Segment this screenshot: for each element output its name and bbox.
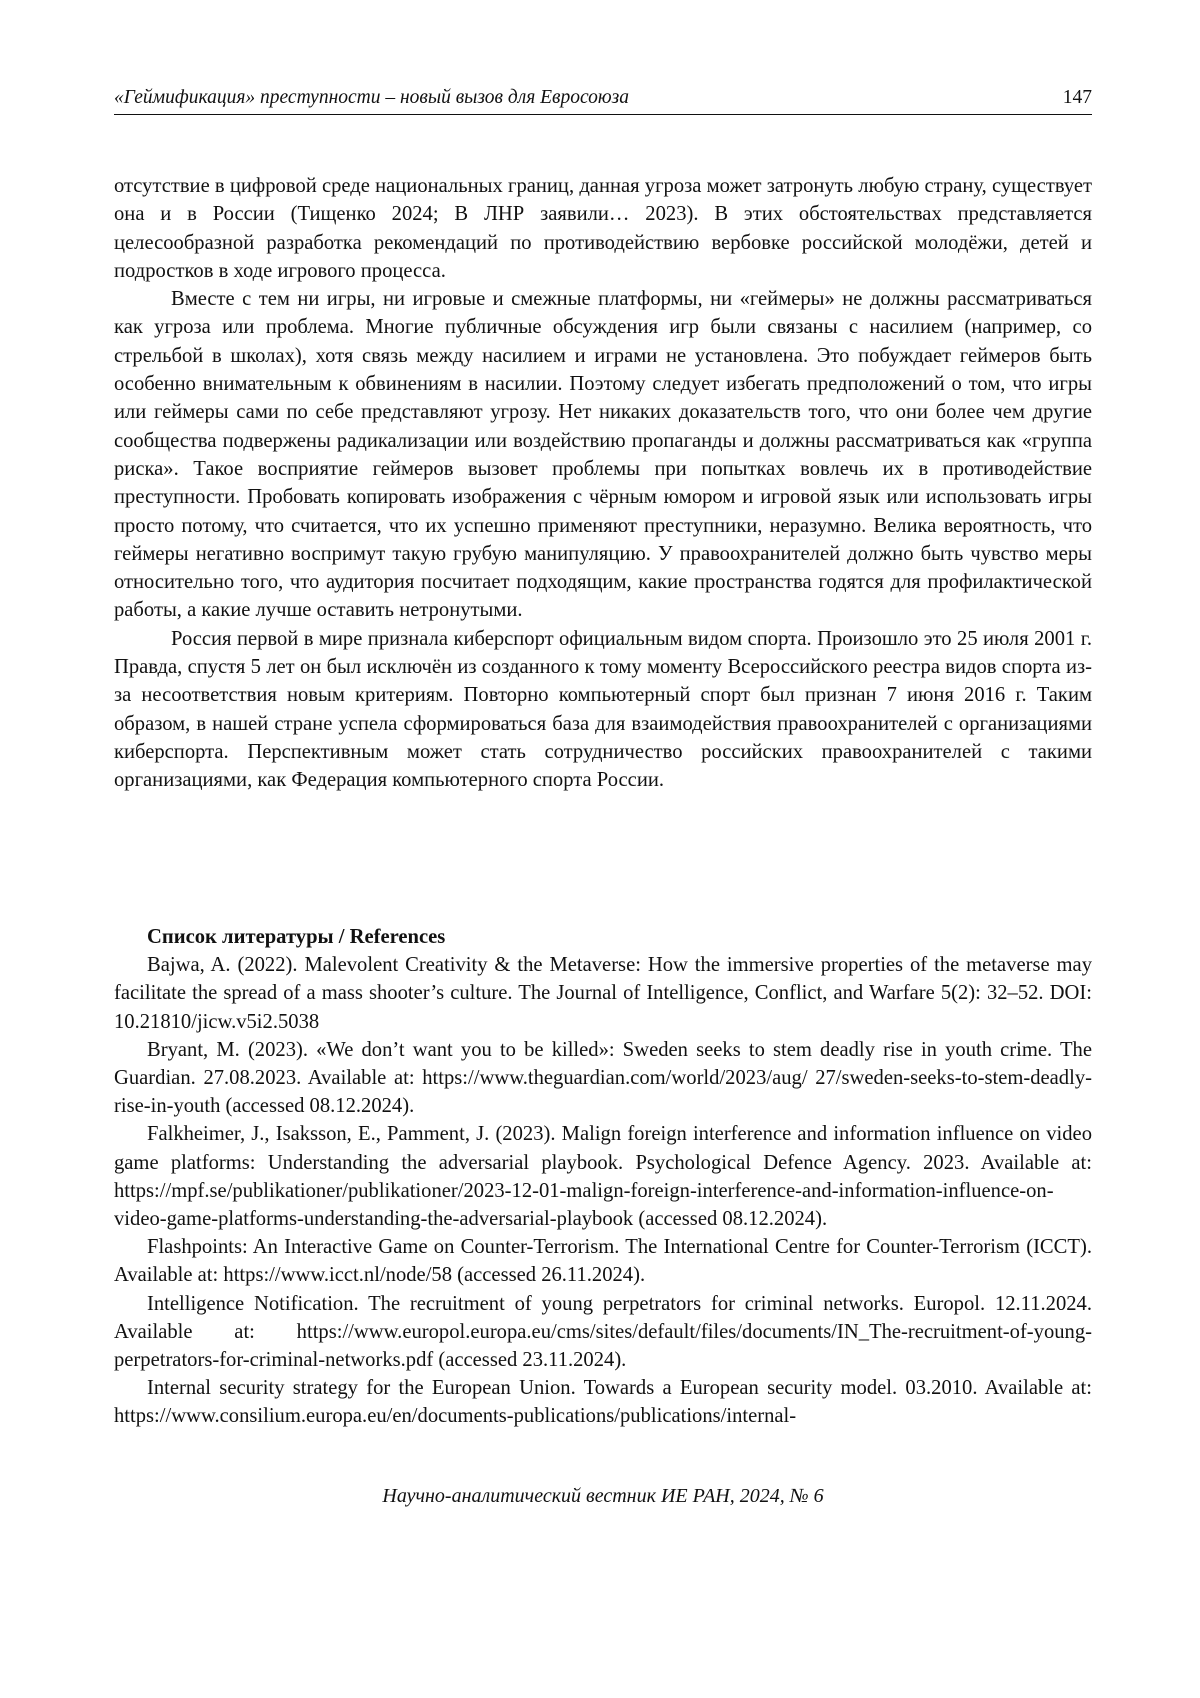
references-section	[114, 923, 1092, 1431]
references-heading: Список литературы / References	[147, 926, 446, 948]
body-paragraph: отсутствие в цифровой среде национальных границ, данная угроза может затронуть любую страну, существует она и в России (Тищенко 2024; В ЛНР заявили… 2023). В этих обстоятельствах представляется целесообразной разработка рекомендаций по противодействию вербовке российской молодёжи, детей и подростков в ходе игрового процесса.	[114, 175, 1092, 282]
article-body	[114, 172, 1092, 795]
reference-item: Intelligence Notification. The recruitment of young perpetrators for criminal networks. Europol. 12.11.2024. Available at: https://www.europol.europa.eu/cms/sites/default/files/documents/IN_The-recruitment-of-young-perpetrators-for-criminal-networks.pdf (accessed 23.11.2024).	[114, 1292, 1092, 1372]
body-paragraph: Россия первой в мире признала киберспорт официальным видом спорта. Произошло это 25 июля 2001 г. Правда, спустя 5 лет он был исключён из созданного к тому моменту Всероссийского реестра видов спорта из-за несоответствия новым критериям. Повторно компьютерный спорт был признан 7 июня 2016 г. Таким образом, в нашей стране успела сформироваться база для взаимодействия правоохранителей с организациями киберспорта. Перспективным может стать сотрудничество российских правоохранителей с такими организациями, как Федерация компьютерного спорта России.	[114, 627, 1092, 792]
running-header	[114, 84, 1092, 115]
page-number: 147	[1062, 87, 1092, 108]
running-title: «Геймификация» преступности – новый вызов для Евросоюза	[114, 87, 630, 108]
reference-item: Bajwa, A. (2022). Malevolent Creativity & the Metaverse: How the immersive properties of the metaverse may facilitate the spread of a mass shooter’s culture. The Journal of Intelligence, Conflict, and Warfare 5(2): 32–52. DOI: 10.21810/jicw.v5i2.5038	[114, 954, 1092, 1033]
running-footer: Научно-аналитический вестник ИЕ РАН, 2024, № 6	[382, 1485, 824, 1507]
reference-item: Bryant, M. (2023). «We don’t want you to be killed»: Sweden seeks to stem deadly rise in youth crime. The Guardian. 27.08.2023. Available at: https://www.theguardian.com/world/2023/aug/ 27/sweden-seeks-to-stem-deadly-rise-in-youth (accessed 08.12.2024).	[114, 1038, 1092, 1118]
reference-item: Falkheimer, J., Isaksson, E., Pamment, J. (2023). Malign foreign interference and information influence on video game platforms: Understanding the adversarial playbook. Psychological Defence Agency. 2023. Available at: https://mpf.se/publikationer/publikationer/2023-12-01-malign-foreign-interference-and-information-influence-on-video-game-platforms-understanding-the-adversarial-playbook (accessed 08.12.2024).	[114, 1123, 1092, 1231]
reference-item: Internal security strategy for the European Union. Towards a European security model. 03.2010. Available at: https://www.consilium.europa.eu/en/documents-publications/publications/internal-	[114, 1377, 1092, 1428]
reference-item: Flashpoints: An Interactive Game on Counter-Terrorism. The International Centre for Counter-Terrorism (ICCT). Available at: https://www.icct.nl/node/58 (accessed 26.11.2024).	[114, 1236, 1092, 1287]
body-paragraph: Вместе с тем ни игры, ни игровые и смежные платформы, ни «геймеры» не должны рассматриваться как угроза или проблема. Многие публичные обсуждения игр были связаны с насилием (например, со стрельбой в школах), хотя связь между насилием и играми не установлена. Это побуждает геймеров быть особенно внимательным к обвинениям в насилии. Поэтому следует избегать предположений о том, что игры или геймеры сами по себе представляют угрозу. Нет никаких доказательств того, что они более чем другие сообщества подвержены радикализации или воздействию пропаганды и должны рассматриваться как «группа риска». Такое восприятие геймеров вызовет проблемы при попытках вовлечь их в противодействие преступности. Пробовать копировать изображения с чёрным юмором и игровой язык или использовать игры просто потому, что считается, что их успешно применяют преступники, неразумно. Велика вероятность, что геймеры негативно воспримут такую грубую манипуляцию. У правоохранителей должно быть чувство меры относительно того, что аудитория посчитает подходящим, какие пространства годятся для профилактической работы, а какие лучше оставить нетронутыми.	[114, 288, 1092, 622]
